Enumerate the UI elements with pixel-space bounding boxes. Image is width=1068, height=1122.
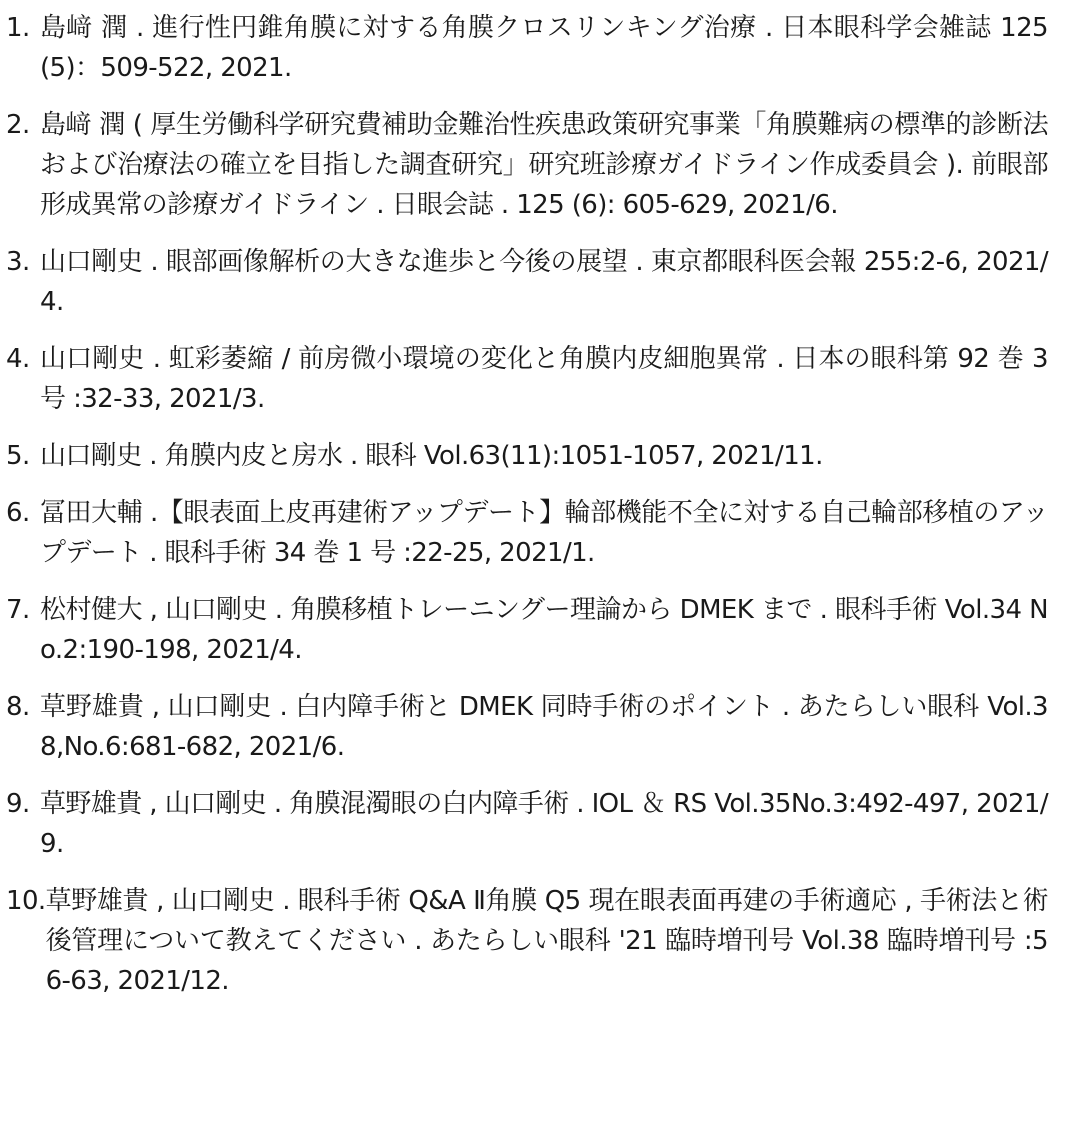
reference-number: 9. (6, 789, 30, 819)
reference-number: 6. (6, 498, 30, 528)
reference-text: 松村健大 , 山口剛史 . 角膜移植トレーニングー理論から DMEK まで . 眼科手術 Vol.34 No.2:190-198, 2021/4. (40, 595, 1048, 665)
reference-number: 2. (6, 110, 30, 140)
reference-number: 7. (6, 595, 30, 625)
reference-text: 草野雄貴 , 山口剛史 . 眼科手術 Q&A Ⅱ角膜 Q5 現在眼表面再建の手術適応 , 手術法と術後管理について教えてください . あたらしい眼科 '21 臨時増刊号 Vol.38 臨時増刊号 :56-63, 2021/12. (45, 886, 1048, 996)
reference-item-8 (6, 687, 1048, 767)
reference-text: 草野雄貴 , 山口剛史 . 角膜混濁眼の白内障手術 . IOL ＆ RS Vol.35No.3:492-497, 2021/9. (40, 789, 1048, 859)
reference-number: 5. (6, 441, 30, 471)
reference-item-3 (6, 242, 1048, 322)
reference-item-1 (6, 8, 1048, 88)
reference-item-7 (6, 590, 1048, 670)
reference-text: 草野雄貴 , 山口剛史 . 白内障手術と DMEK 同時手術のポイント . あたらしい眼科 Vol.38,No.6:681-682, 2021/6. (40, 692, 1048, 762)
reference-item-9 (6, 784, 1048, 864)
reference-item-10 (6, 881, 1048, 1001)
reference-number: 3. (6, 247, 30, 277)
reference-number: 8. (6, 692, 30, 722)
reference-item-2 (6, 105, 1048, 225)
reference-text: 山口剛史 . 虹彩萎縮 / 前房微小環境の変化と角膜内皮細胞異常 . 日本の眼科第 92 巻 3 号 :32-33, 2021/3. (40, 344, 1048, 414)
reference-number: 10. (6, 886, 46, 916)
reference-text: 山口剛史 . 角膜内皮と房水 . 眼科 Vol.63(11):1051-1057, 2021/11. (40, 441, 823, 471)
reference-item-5 (6, 436, 1048, 476)
reference-text: 山口剛史 . 眼部画像解析の大きな進歩と今後の展望 . 東京都眼科医会報 255:2-6, 2021/4. (40, 247, 1048, 317)
reference-text: 島﨑 潤 ( 厚生労働科学研究費補助金難治性疾患政策研究事業「角膜難病の標準的診断法および治療法の確立を目指した調査研究」研究班診療ガイドライン作成委員会 ). 前眼部形成異常の診療ガイドライン . 日眼会誌 . 125 (6): 605-629, 2021/6. (40, 110, 1048, 220)
reference-item-6 (6, 493, 1048, 573)
reference-text: 島﨑 潤 . 進行性円錐角膜に対する角膜クロスリンキング治療 . 日本眼科学会雑誌 125(5)：509-522, 2021. (40, 13, 1048, 83)
reference-text: 冨田大輔 .【眼表面上皮再建術アップデート】輪部機能不全に対する自己輪部移植のアップデート . 眼科手術 34 巻 1 号 :22-25, 2021/1. (40, 498, 1048, 568)
reference-number: 4. (6, 344, 30, 374)
reference-item-4 (6, 339, 1048, 419)
reference-number: 1. (6, 13, 30, 43)
